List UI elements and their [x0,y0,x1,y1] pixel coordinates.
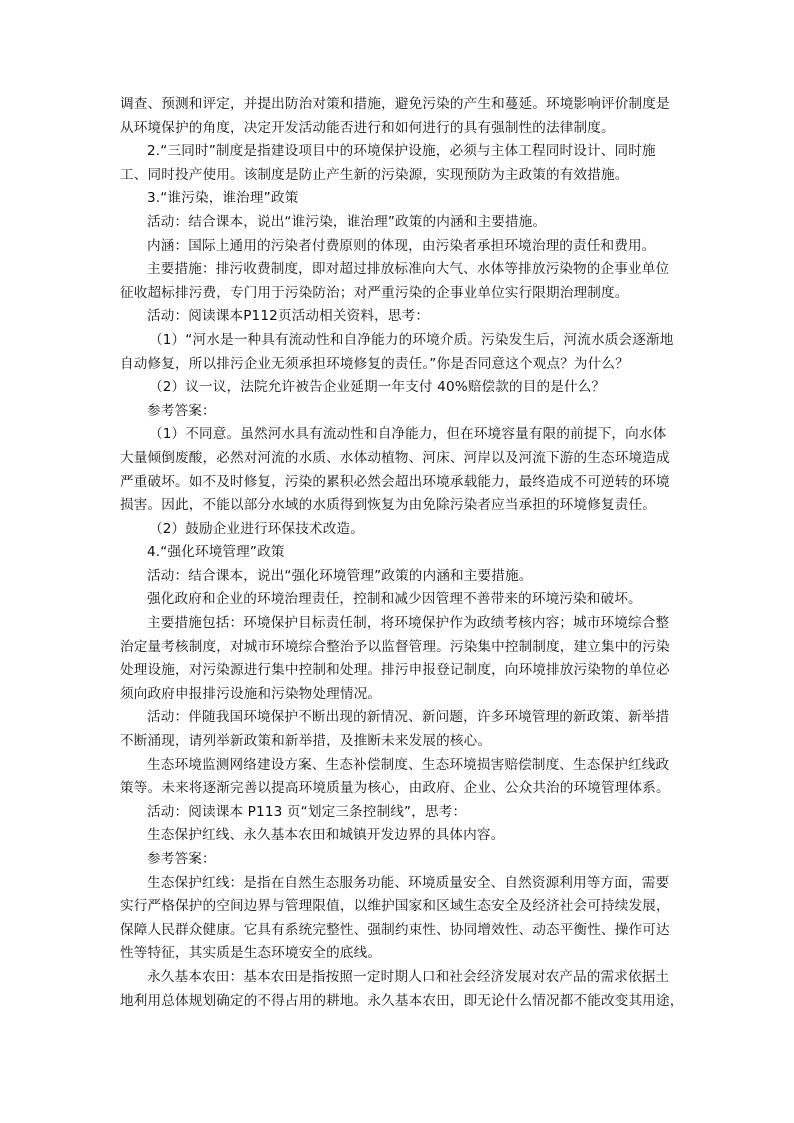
text-line: 4.“强化环境管理”政策 [147,544,285,561]
text-line: （2）鼓励企业进行环保技术改造。 [149,520,364,537]
text-line: 参考答案： [147,851,216,867]
text-line: 活动：伴随我国环境保护不断出现的新情况、新问题，许多环境管理的新政策、新举措 [147,709,670,726]
text-line: 活动：阅读课本 P113 页“划定三条控制线”，思考： [147,803,467,820]
text-line: 生态保护红线：是指在自然生态服务功能、环境质量安全、自然资源利用等方面，需要 [147,874,670,891]
text-line: 活动：阅读课本P112页活动相关资料，思考： [147,308,430,325]
text-line: 损害。因此，不能以部分水域的水质得到恢复为由免除污染者应当承担的环境修复责任。 [120,497,657,514]
text-line: 不断涌现，请列举新政策和新举措，及推断未来发展的核心。 [120,733,492,750]
text-line: 治定量考核制度，对城市环境综合整治予以监督管理。污染集中控制制度，建立集中的污染 [120,638,670,655]
text-line: 活动：结合课本，说出“强化环境管理”政策的内涵和主要措施。 [147,567,533,584]
text-line: 3.“谁污染，谁治理”政策 [147,190,299,207]
text-line: 策等。未来将逐渐完善以提高环境质量为核心，由政府、企业、公众共治的环境管理体系。 [120,780,670,797]
text-line: 从环境保护的角度，决定开发活动能否进行和如何进行的具有强制性的法律制度。 [120,119,615,136]
text-line: 活动：结合课本，说出“谁污染，谁治理”政策的内涵和主要措施。 [147,213,547,230]
text-line: 工、同时投产使用。该制度是防止产生新的污染源，实现预防为主政策的有效措施。 [120,166,629,183]
text-line: 生态保护红线、永久基本农田和城镇开发边界的具体内容。 [147,827,505,844]
text-line: 生态环境监测网络建设方案、生态补偿制度、生态环境损害赔偿制度、生态保护红线政 [147,756,670,773]
text-line: 保障人民群众健康。它具有系统完整性、强制约束性、协同增效性、动态平衡性、操作可达 [120,921,670,938]
text-line: 征收超标排污费，专门用于污染防治；对严重污染的企事业单位实行限期治理制度。 [120,284,629,301]
text-line: 调查、预测和评定，并提出防治对策和措施，避免污染的产生和蔓延。环境影响评价制度是 [120,96,670,112]
text-line: 永久基本农田：基本农田是指按照一定时期人口和社会经济发展对农产品的需求依据土 [147,968,670,985]
document-page [120,93,684,1013]
text-line: 严重破坏。如不及时修复，污染的累积必然会超出环境承载能力，最终造成不可逆转的环境 [120,473,670,490]
text-line: 内涵：国际上通用的污染者付费原则的体现，由污染者承担环境治理的责任和费用。 [147,237,656,254]
text-line: 2.“三同时”制度是指建设项目中的环境保护设施，必须与主体工程同时设计、同时施 [147,143,656,160]
text-line: 强化政府和企业的环境治理责任，控制和减少因管理不善带来的环境污染和破坏。 [147,591,642,608]
text-line: 主要措施包括：环境保护目标责任制，将环境保护作为政绩考核内容；城市环境综合整 [147,615,670,632]
text-line: 自动修复，所以排污企业无须承担环境修复的责任。”你是否同意这个观点？为什么？ [120,355,629,372]
text-line: 大量倾倒废酸，必然对河流的水质、水体动植物、河床、河岸以及河流下游的生态环境造成 [120,449,670,466]
text-line: 性等特征，其实质是生态环境安全的底线。 [120,945,382,962]
text-line: 地利用总体规划确定的不得占用的耕地。永久基本农田，即无论什么情况都不能改变其用途， [120,992,684,1009]
text-line: 实行严格保护的空间边界与管理限值，以维护国家和区域生态安全及经济社会可持续发展， [120,898,670,915]
text-line: 参考答案： [147,402,216,419]
text-line: （1）“河水是一种具有流动性和自净能力的环境介质。污染发生后，河流水质会逐渐地 [149,331,674,348]
text-line: 处理设施，对污染源进行集中控制和处理。排污申报登记制度，向环境排放污染物的单位必 [120,662,670,679]
text-line: 须向政府申报排污设施和污染物处理情况。 [120,685,382,702]
text-line: （1）不同意。虽然河水具有流动性和自净能力，但在环境容量有限的前提下，向水体 [149,426,667,443]
text-line: （2）议一议，法院允许被告企业延期一年支付 40%赔偿款的目的是什么？ [149,379,606,396]
text-line: 主要措施：排污收费制度，即对超过排放标准向大气、水体等排放污染物的企事业单位 [147,261,670,278]
